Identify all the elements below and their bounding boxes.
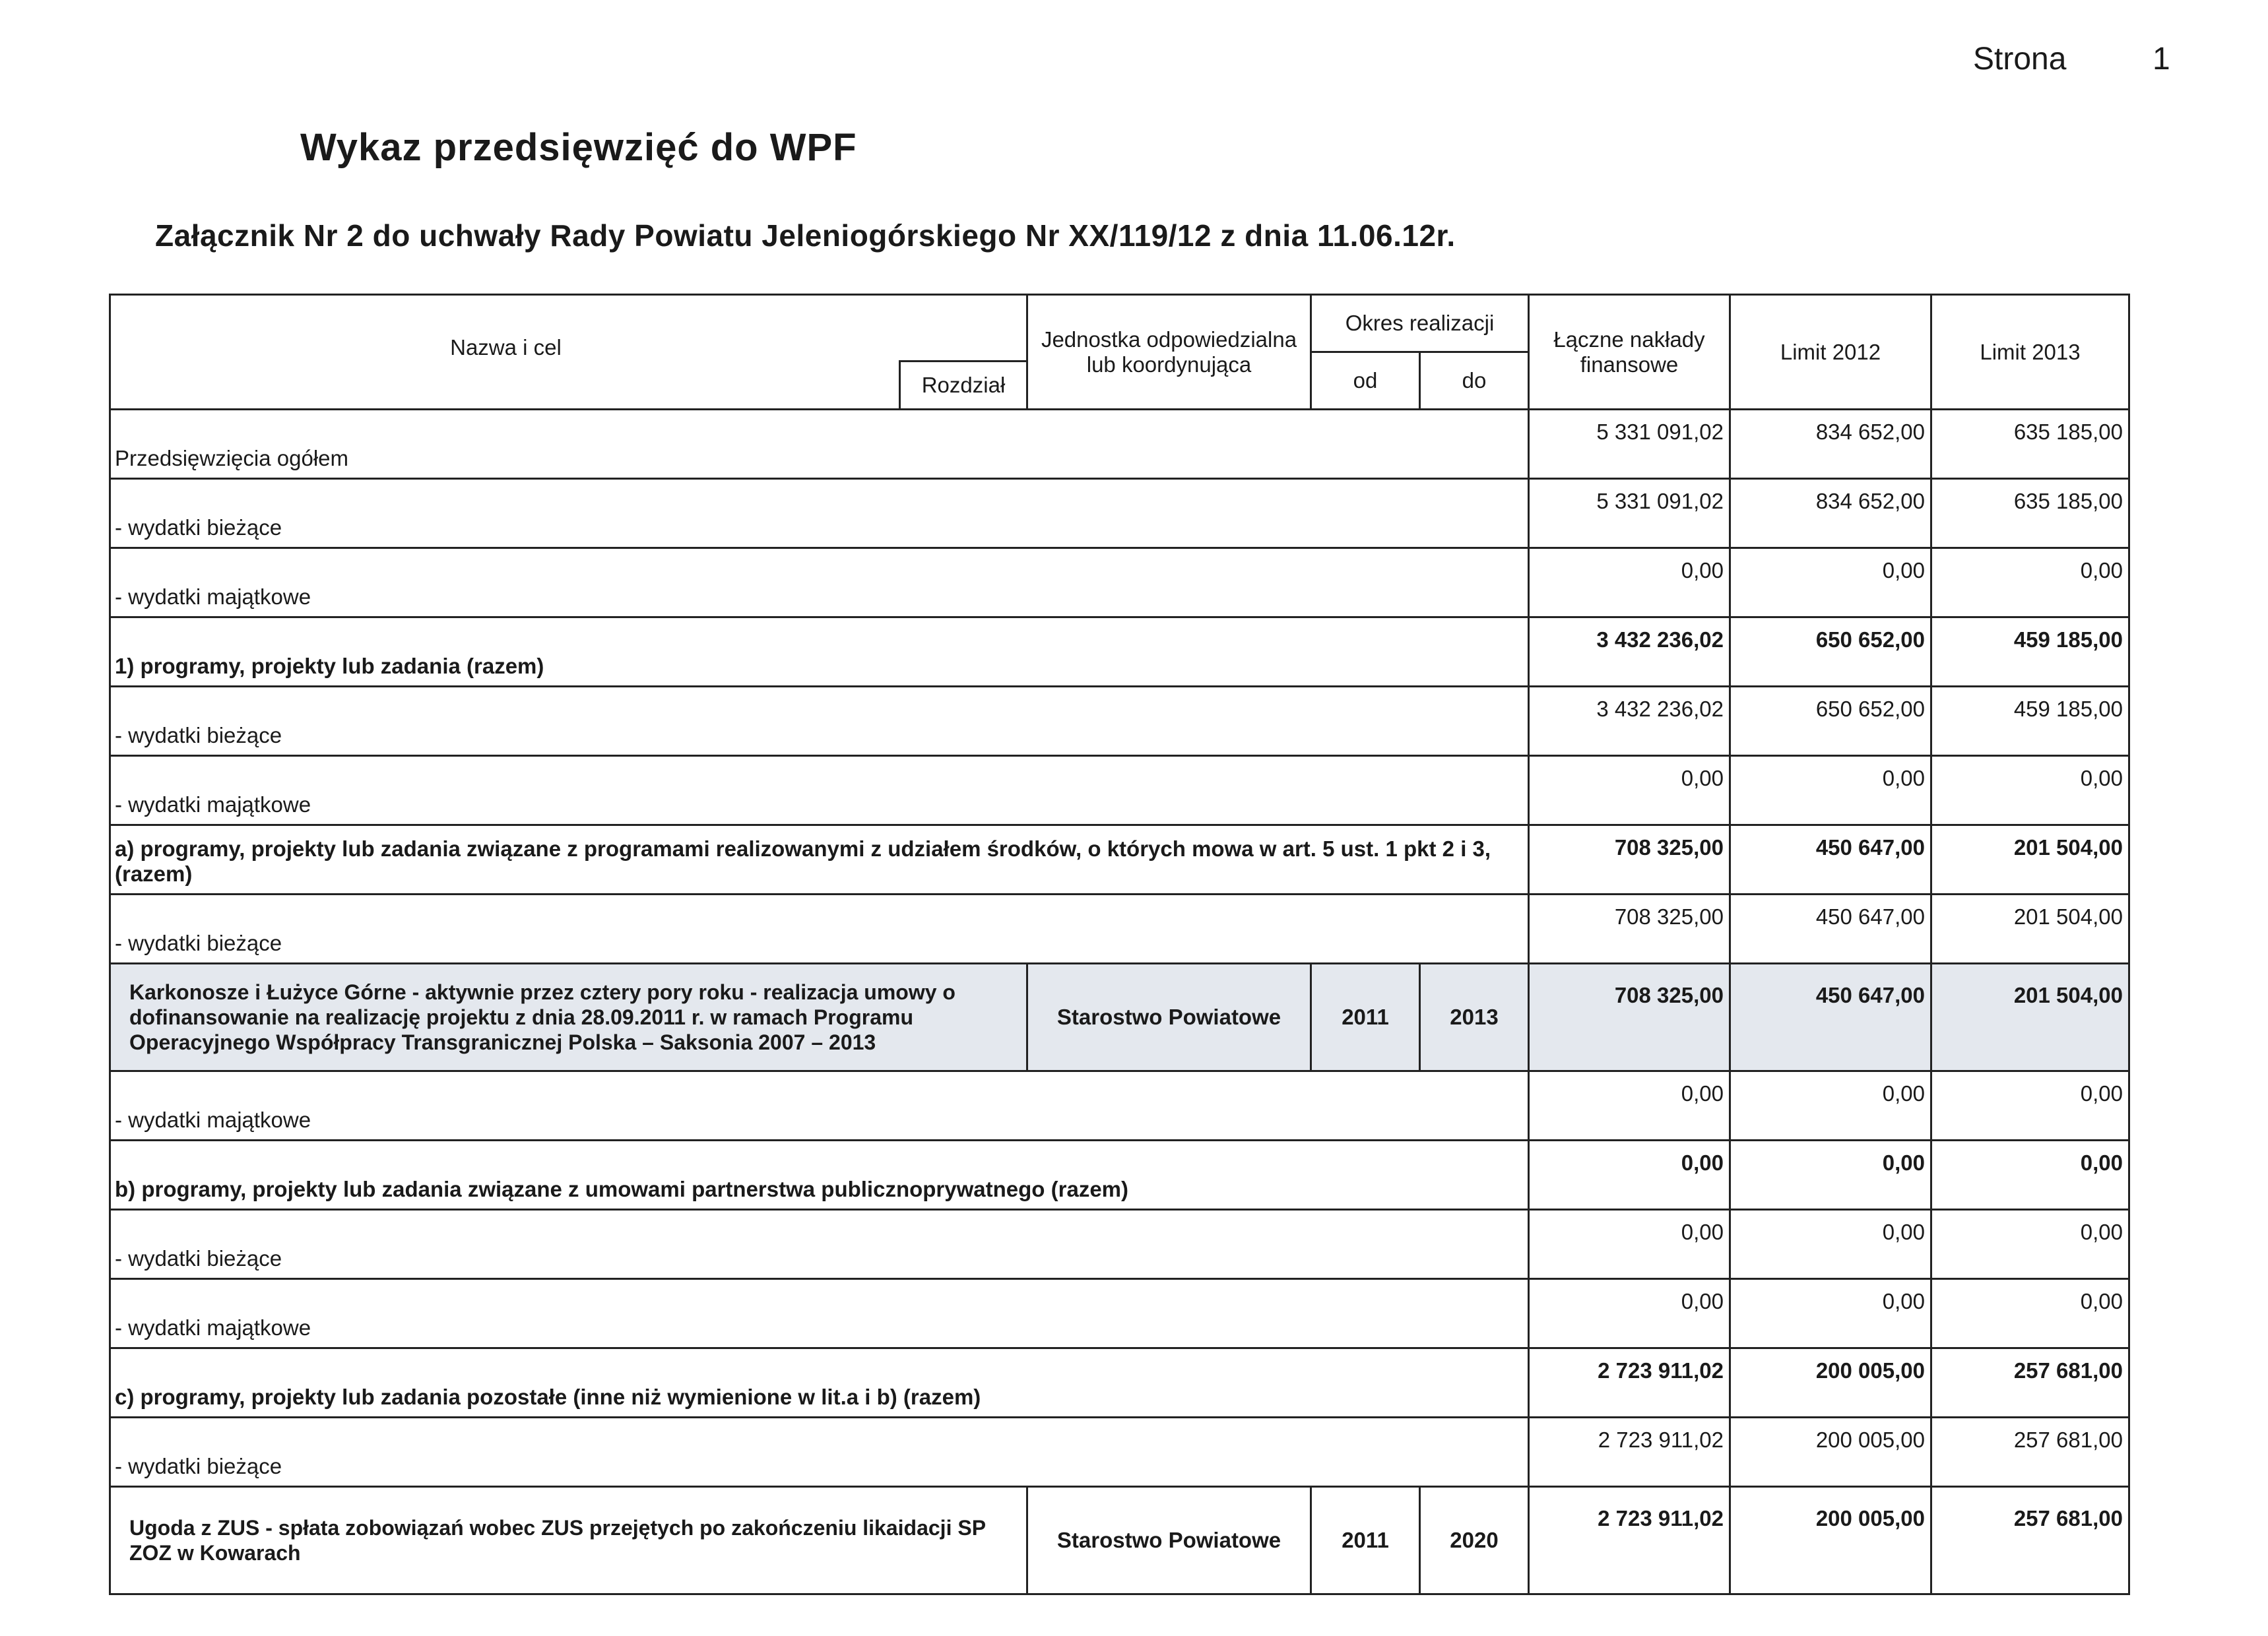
cell-total: 708 325,00 (1529, 895, 1730, 964)
cell-limit-2012: 200 005,00 (1730, 1348, 1931, 1418)
row-label: - wydatki bieżące (110, 1418, 1529, 1487)
cell-total: 0,00 (1529, 1279, 1730, 1348)
cell-limit-2012: 0,00 (1730, 1141, 1931, 1210)
table-row (110, 895, 2129, 964)
cell-limit-2013: 257 681,00 (1931, 1418, 2129, 1487)
cell-limit-2012: 200 005,00 (1730, 1487, 1931, 1594)
header-limit-2013: Limit 2013 (1931, 295, 2129, 410)
row-label: - wydatki bieżące (110, 479, 1529, 548)
row-label: - wydatki majątkowe (110, 548, 1529, 617)
row-label: a) programy, projekty lub zadania związane z programami realizowanymi z udziałem środków, o których mowa w art. 5 ust. 1 pkt 2 i 3, (razem) (110, 825, 1529, 895)
cell-limit-2012: 450 647,00 (1730, 825, 1931, 895)
cell-total: 5 331 091,02 (1529, 479, 1730, 548)
cell-total: 0,00 (1529, 1141, 1730, 1210)
header-total: Łączne nakłady finansowe (1529, 295, 1730, 410)
row-label: 1) programy, projekty lub zadania (razem) (110, 617, 1529, 687)
project-unit: Starostwo Powiatowe (1027, 1487, 1311, 1594)
cell-total: 0,00 (1529, 548, 1730, 617)
row-label: - wydatki majątkowe (110, 756, 1529, 825)
table-row (110, 479, 2129, 548)
cell-limit-2012: 0,00 (1730, 1071, 1931, 1141)
project-from: 2011 (1311, 964, 1420, 1071)
document-title: Wykaz przedsięwzięć do WPF (300, 126, 857, 169)
row-label: - wydatki majątkowe (110, 1279, 1529, 1348)
table-row (110, 1348, 2129, 1418)
wpf-table (109, 294, 2130, 1595)
cell-limit-2013: 0,00 (1931, 1279, 2129, 1348)
cell-limit-2013: 257 681,00 (1931, 1487, 2129, 1594)
cell-limit-2012: 650 652,00 (1730, 617, 1931, 687)
header-name (110, 295, 1027, 410)
table-row (110, 617, 2129, 687)
cell-total: 2 723 911,02 (1529, 1348, 1730, 1418)
cell-limit-2013: 201 504,00 (1931, 964, 2129, 1071)
cell-limit-2013: 201 504,00 (1931, 825, 2129, 895)
header-name-label: Nazwa i cel (450, 335, 562, 360)
cell-limit-2013: 459 185,00 (1931, 617, 2129, 687)
cell-total: 708 325,00 (1529, 825, 1730, 895)
cell-limit-2013: 635 185,00 (1931, 410, 2129, 479)
cell-limit-2012: 450 647,00 (1730, 964, 1931, 1071)
cell-limit-2013: 0,00 (1931, 756, 2129, 825)
cell-limit-2012: 834 652,00 (1730, 410, 1931, 479)
project-row (110, 964, 2129, 1071)
project-name: Ugoda z ZUS - spłata zobowiązań wobec ZUS przejętych po zakończeniu likaidacji SP ZOZ w Kowarach (110, 1487, 1027, 1594)
table-row (110, 687, 2129, 756)
cell-total: 0,00 (1529, 756, 1730, 825)
cell-limit-2013: 201 504,00 (1931, 895, 2129, 964)
cell-limit-2013: 0,00 (1931, 1071, 2129, 1141)
table-row (110, 1071, 2129, 1141)
cell-limit-2013: 0,00 (1931, 548, 2129, 617)
cell-total: 2 723 911,02 (1529, 1418, 1730, 1487)
header-rozdzial: Rozdział (899, 360, 1028, 410)
cell-limit-2012: 0,00 (1730, 1210, 1931, 1279)
cell-limit-2013: 0,00 (1931, 1141, 2129, 1210)
header-period: Okres realizacji (1311, 295, 1529, 352)
row-label: - wydatki bieżące (110, 1210, 1529, 1279)
project-from: 2011 (1311, 1487, 1420, 1594)
cell-limit-2012: 0,00 (1730, 548, 1931, 617)
page-label: Strona (1973, 42, 2067, 77)
cell-total: 2 723 911,02 (1529, 1487, 1730, 1594)
table-header (110, 295, 2129, 410)
document-subtitle: Załącznik Nr 2 do uchwały Rady Powiatu Jeleniogórskiego Nr XX/119/12 z dnia 11.06.12r. (155, 218, 1456, 253)
table-row (110, 756, 2129, 825)
project-to: 2020 (1420, 1487, 1529, 1594)
table-row (110, 825, 2129, 895)
cell-limit-2013: 0,00 (1931, 1210, 2129, 1279)
page-number: 1 (2153, 42, 2170, 77)
cell-limit-2013: 459 185,00 (1931, 687, 2129, 756)
project-to: 2013 (1420, 964, 1529, 1071)
cell-total: 0,00 (1529, 1071, 1730, 1141)
row-label: c) programy, projekty lub zadania pozostałe (inne niż wymienione w lit.a i b) (razem) (110, 1348, 1529, 1418)
row-label: Przedsięwzięcia ogółem (110, 410, 1529, 479)
project-name: Karkonosze i Łużyce Górne - aktywnie przez cztery pory roku - realizacja umowy o dofinansowanie na realizację projektu z dnia 28.09.2011 r. w ramach Programu Operacyjnego Współpracy Transgranicznej Polska – Saksonia 2007 – 2013 (110, 964, 1027, 1071)
cell-limit-2012: 450 647,00 (1730, 895, 1931, 964)
header-unit: Jednostka odpowiedzialna lub koordynująca (1027, 295, 1311, 410)
table-row (110, 1210, 2129, 1279)
cell-limit-2013: 635 185,00 (1931, 479, 2129, 548)
header-from: od (1311, 352, 1420, 410)
table-row (110, 1279, 2129, 1348)
row-label: b) programy, projekty lub zadania związane z umowami partnerstwa publicznoprywatnego (razem) (110, 1141, 1529, 1210)
cell-total: 5 331 091,02 (1529, 410, 1730, 479)
row-label: - wydatki majątkowe (110, 1071, 1529, 1141)
cell-total: 3 432 236,02 (1529, 687, 1730, 756)
row-label: - wydatki bieżące (110, 687, 1529, 756)
header-limit-2012: Limit 2012 (1730, 295, 1931, 410)
row-label: - wydatki bieżące (110, 895, 1529, 964)
cell-total: 708 325,00 (1529, 964, 1730, 1071)
project-unit: Starostwo Powiatowe (1027, 964, 1311, 1071)
header-to: do (1420, 352, 1529, 410)
cell-limit-2012: 200 005,00 (1730, 1418, 1931, 1487)
cell-limit-2012: 0,00 (1730, 756, 1931, 825)
cell-limit-2012: 0,00 (1730, 1279, 1931, 1348)
table-row (110, 410, 2129, 479)
cell-limit-2012: 650 652,00 (1730, 687, 1931, 756)
table-row (110, 1141, 2129, 1210)
table-row (110, 1418, 2129, 1487)
project-row (110, 1487, 2129, 1594)
cell-limit-2013: 257 681,00 (1931, 1348, 2129, 1418)
cell-limit-2012: 834 652,00 (1730, 479, 1931, 548)
cell-total: 0,00 (1529, 1210, 1730, 1279)
cell-total: 3 432 236,02 (1529, 617, 1730, 687)
table-row (110, 548, 2129, 617)
